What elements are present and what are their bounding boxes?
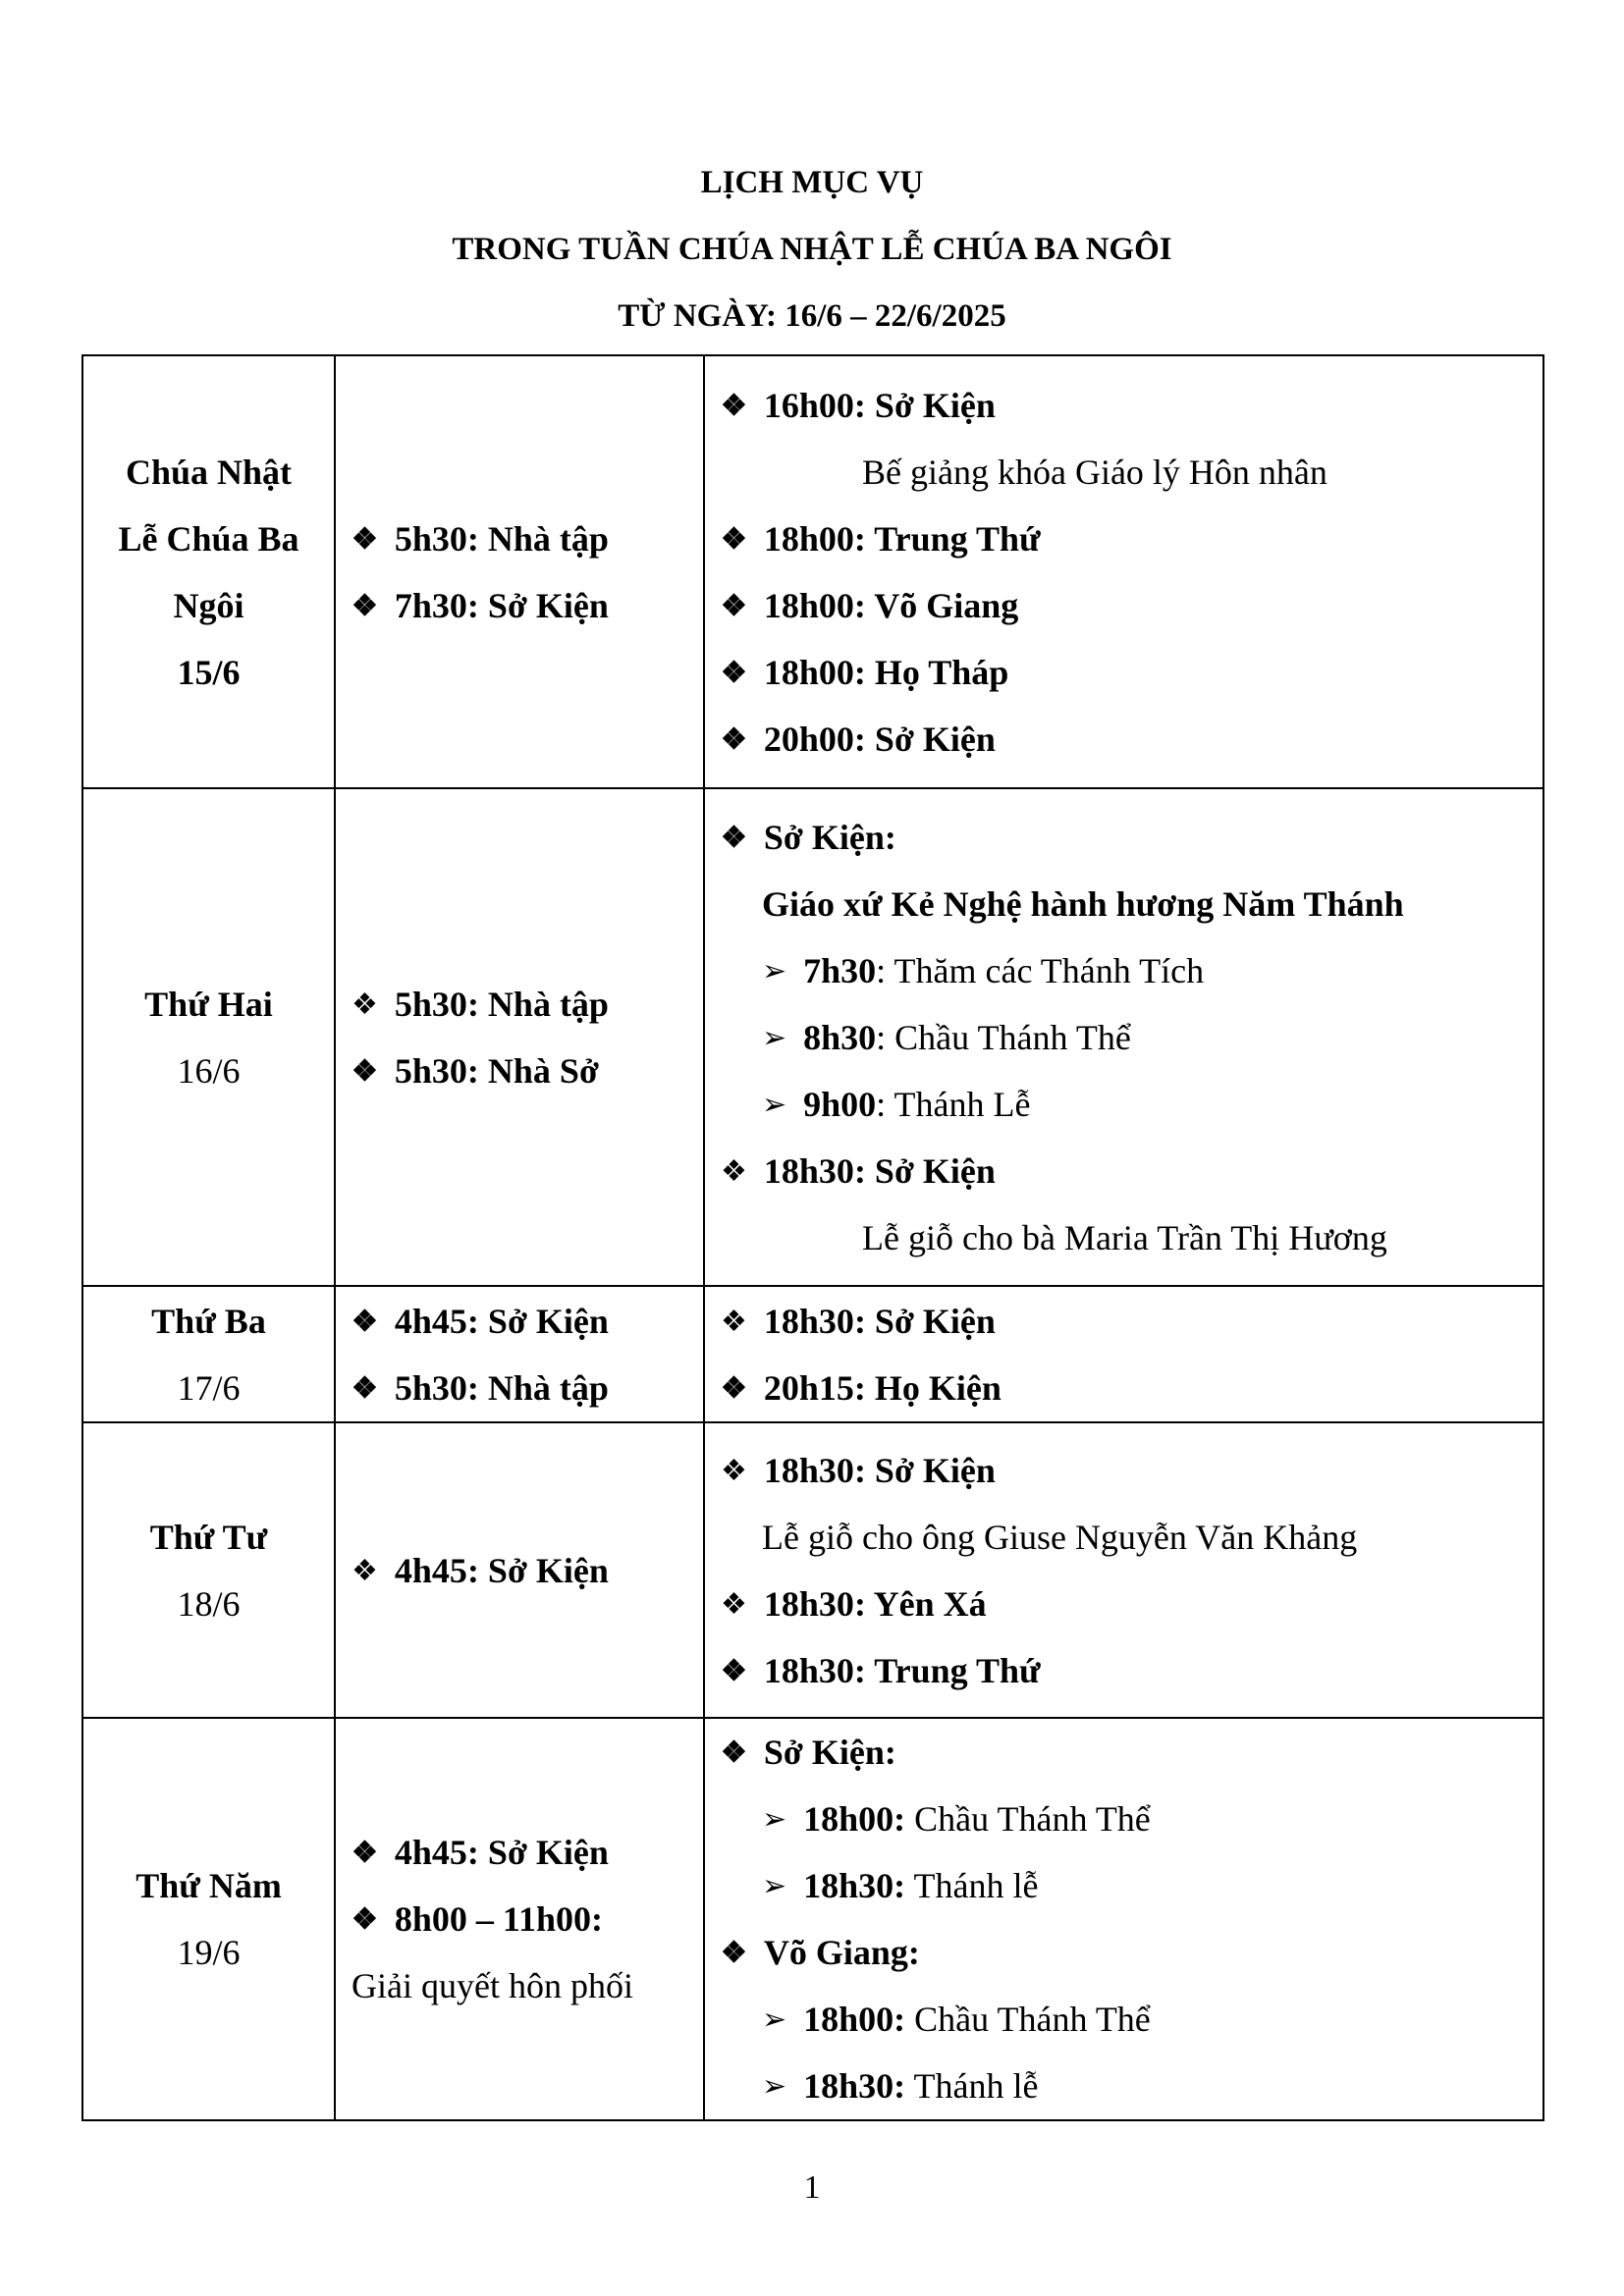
- diamond-bullet-icon: ❖: [352, 522, 378, 556]
- day-cell: [82, 1718, 335, 2120]
- page-number: 1: [803, 2169, 821, 2206]
- list-item: ❖ 18h00: Họ Tháp: [721, 652, 1009, 692]
- diamond-bullet-icon: ❖: [352, 1054, 378, 1088]
- date-range: TỪ NGÀY: 16/6 – 22/6/2025: [618, 298, 1006, 334]
- arrow-bullet-icon: ➢: [762, 2003, 787, 2036]
- day-date: 16/6: [177, 1050, 241, 1091]
- arrow-bullet-icon: ➢: [762, 1870, 787, 1902]
- day-cell: [82, 1286, 335, 1422]
- table-row: [82, 788, 1543, 1286]
- sub-item: ➢ 7h30: Thăm các Thánh Tích: [762, 950, 1205, 990]
- schedule-table: [81, 354, 1544, 2121]
- evening-cell: [704, 1718, 1543, 2120]
- diamond-bullet-icon: ❖: [721, 656, 747, 689]
- arrow-bullet-icon: ➢: [762, 1088, 787, 1121]
- list-item: ❖ 18h30: Sở Kiện: [721, 1150, 996, 1191]
- day-date: 18/6: [177, 1583, 241, 1624]
- list-item: ❖ Sở Kiện:: [721, 817, 896, 857]
- diamond-bullet-icon: ❖: [352, 589, 378, 622]
- diamond-bullet-icon: ❖: [352, 1837, 378, 1869]
- diamond-bullet-icon: ❖: [721, 722, 747, 756]
- diamond-bullet-icon: ❖: [721, 389, 747, 422]
- list-item: ❖ 16h00: Sở Kiện: [721, 385, 996, 425]
- event-note: Giải quyết hôn phối: [352, 1966, 633, 2005]
- list-item: ❖ 20h15: Họ Kiện: [721, 1367, 1001, 1408]
- diamond-bullet-icon: ❖: [721, 1371, 747, 1405]
- sub-item: ➢ 18h00: Chầu Thánh Thể: [762, 1799, 1151, 1839]
- day-label: Ngôi: [173, 585, 244, 625]
- morning-cell: [335, 1286, 704, 1422]
- day-date: 17/6: [177, 1367, 241, 1408]
- diamond-bullet-icon: ❖: [721, 821, 747, 854]
- list-item: ❖ 18h00: Võ Giang: [721, 585, 1019, 625]
- arrow-bullet-icon: ➢: [762, 954, 787, 988]
- morning-cell: [335, 1718, 704, 2120]
- list-item: ❖ 5h30: Nhà Sở: [352, 1050, 599, 1091]
- day-date: 19/6: [177, 1933, 241, 1972]
- evening-cell: [704, 355, 1543, 788]
- event-title: Giáo xứ Kẻ Nghệ hành hương Năm Thánh: [762, 883, 1404, 924]
- list-item: ❖ 4h45: Sở Kiện: [352, 1550, 609, 1590]
- day-cell: [82, 788, 335, 1286]
- event-note: Bế giảng khóa Giáo lý Hôn nhân: [862, 452, 1327, 492]
- sub-item: ➢ 18h00: Chầu Thánh Thể: [762, 2000, 1151, 2039]
- day-label: Thứ Năm: [135, 1866, 282, 1905]
- list-item: ❖ 8h00 – 11h00:: [352, 1899, 603, 1939]
- day-date: 15/6: [177, 652, 241, 692]
- diamond-bullet-icon: ❖: [721, 1154, 747, 1188]
- list-item: ❖ 18h30: Sở Kiện: [721, 1450, 996, 1490]
- day-label: Chúa Nhật: [125, 452, 293, 492]
- diamond-bullet-icon: ❖: [721, 1587, 747, 1621]
- table-row: [82, 1286, 1543, 1422]
- day-label: Thứ Tư: [149, 1517, 268, 1557]
- document-header: [0, 149, 1624, 349]
- list-item: ❖ 18h30: Trung Thứ: [721, 1650, 1041, 1690]
- table-row: [82, 355, 1543, 788]
- diamond-bullet-icon: ❖: [721, 1654, 747, 1687]
- list-item: ❖ 4h45: Sở Kiện: [352, 1833, 609, 1872]
- diamond-bullet-icon: ❖: [352, 1903, 378, 1936]
- day-label: Thứ Hai: [144, 984, 273, 1024]
- list-item: ❖ 5h30: Nhà tập: [352, 984, 609, 1024]
- morning-cell: [335, 355, 704, 788]
- diamond-bullet-icon: ❖: [352, 1305, 378, 1338]
- list-item: ❖ 5h30: Nhà tập: [352, 518, 609, 559]
- diamond-bullet-icon: ❖: [721, 1937, 747, 1969]
- evening-cell: [704, 1286, 1543, 1422]
- list-item: ❖ 18h00: Trung Thứ: [721, 518, 1041, 559]
- list-item: ❖ 18h30: Sở Kiện: [721, 1301, 996, 1341]
- morning-cell: [335, 788, 704, 1286]
- diamond-bullet-icon: ❖: [721, 522, 747, 556]
- day-cell: [82, 355, 335, 788]
- list-item: ❖ 5h30: Nhà tập: [352, 1367, 609, 1408]
- diamond-bullet-icon: ❖: [721, 589, 747, 622]
- morning-cell: [335, 1422, 704, 1718]
- list-item: ❖ Võ Giang:: [721, 1933, 920, 1972]
- sub-item: ➢ 18h30: Thánh lễ: [762, 1866, 1039, 1905]
- table-row: [82, 1422, 1543, 1718]
- list-item: ❖ 4h45: Sở Kiện: [352, 1301, 609, 1341]
- sub-item: ➢ 18h30: Thánh lễ: [762, 2066, 1039, 2106]
- diamond-bullet-icon: ❖: [721, 1736, 747, 1769]
- day-label: Thứ Ba: [151, 1301, 266, 1341]
- page-subtitle: TRONG TUẦN CHÚA NHẬT LỄ CHÚA BA NGÔI: [452, 232, 1172, 267]
- day-label: Lễ Chúa Ba: [118, 518, 299, 559]
- list-item: ❖ 18h30: Yên Xá: [721, 1583, 987, 1624]
- diamond-bullet-icon: ❖: [352, 1371, 378, 1405]
- arrow-bullet-icon: ➢: [762, 2070, 787, 2103]
- diamond-bullet-icon: ❖: [721, 1305, 747, 1338]
- list-item: ❖ Sở Kiện:: [721, 1733, 896, 1772]
- arrow-bullet-icon: ➢: [762, 1803, 787, 1836]
- event-note: Lễ giỗ cho ông Giuse Nguyễn Văn Khảng: [762, 1517, 1358, 1557]
- diamond-bullet-icon: ❖: [352, 988, 378, 1021]
- sub-item: ➢ 8h30: Chầu Thánh Thể: [762, 1017, 1131, 1057]
- event-note: Lễ giỗ cho bà Maria Trần Thị Hương: [862, 1217, 1387, 1257]
- arrow-bullet-icon: ➢: [762, 1021, 787, 1054]
- table-row: [82, 1718, 1543, 2120]
- list-item: ❖ 7h30: Sở Kiện: [352, 585, 609, 625]
- page-title: LỊCH MỤC VỤ: [700, 165, 924, 200]
- sub-item: ➢ 9h00: Thánh Lễ: [762, 1084, 1031, 1124]
- evening-cell: [704, 1422, 1543, 1718]
- list-item: ❖ 20h00: Sở Kiện: [721, 719, 996, 759]
- day-cell: [82, 1422, 335, 1718]
- evening-cell: [704, 788, 1543, 1286]
- diamond-bullet-icon: ❖: [352, 1554, 378, 1587]
- diamond-bullet-icon: ❖: [721, 1454, 747, 1487]
